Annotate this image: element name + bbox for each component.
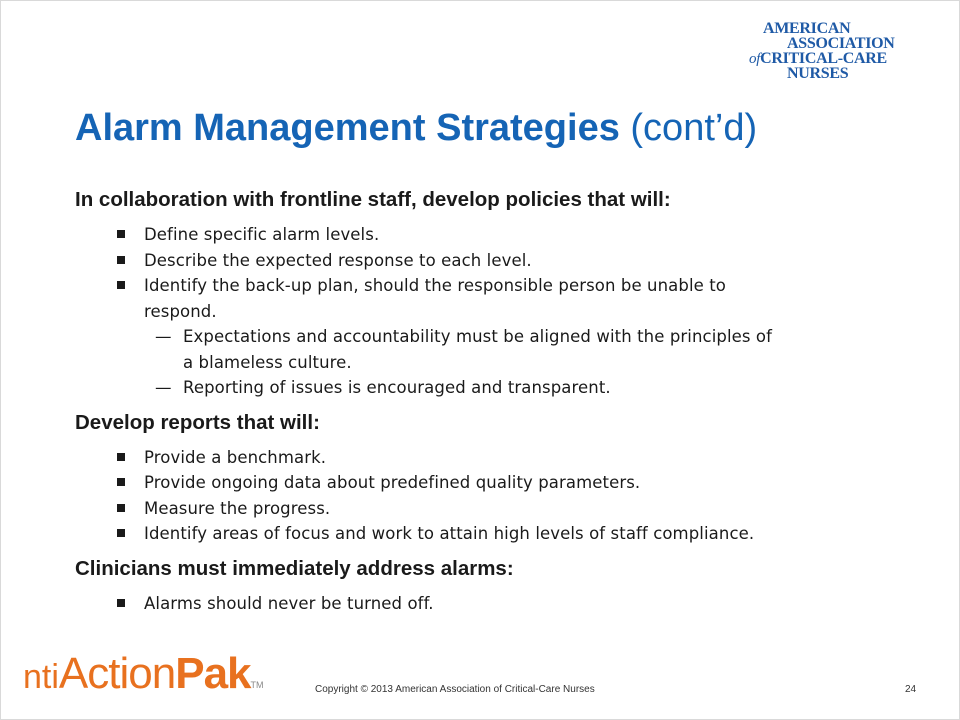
list-item: Define specific alarm levels. [75,222,875,248]
logo-critical-care: CRITICAL-CARE [760,50,887,67]
list-item: Describe the expected response to each level. [75,248,875,274]
brand-nti: nti [23,658,59,696]
square-bullet-icon [117,281,125,289]
square-bullet-icon [117,504,125,512]
title-main: Alarm Management Strategies [75,107,620,149]
list-item: Alarms should never be turned off. [75,591,875,617]
list-item: Identify the back-up plan, should the responsible person be unable to respond. — Expectations and accountability must be aligned with the principles of a blameless culture. — Reporting of issues is encouraged and transparent. [75,273,875,401]
brand-pak: Pak [175,649,251,698]
clinicians-list [75,591,875,617]
title-suffix: (cont’d) [630,107,758,149]
policies-sublist [75,324,875,401]
logo-line-1: AMERICAN [763,20,851,37]
list-item: Measure the progress. [75,496,875,522]
logo-line-2: ASSOCIATION [787,35,895,52]
sub-list-item: — Reporting of issues is encouraged and transparent. [75,375,875,401]
logo-line-4: NURSES [787,65,849,82]
reports-list [75,445,875,547]
section-heading-policies: In collaboration with frontline staff, develop policies that will: [75,188,671,211]
square-bullet-icon [117,529,125,537]
square-bullet-icon [117,453,125,461]
slide-body [75,184,875,622]
aacn-logo [745,21,935,91]
brand-tm: TM [250,680,264,690]
section-heading-clinicians: Clinicians must immediately address alarms: [75,556,514,580]
page-number: 24 [905,684,917,695]
slide-title [75,107,757,150]
square-bullet-icon [117,478,125,486]
section-heading-reports: Develop reports that will: [75,410,320,434]
list-item: Provide ongoing data about predefined quality parameters. [75,470,875,496]
list-item: Provide a benchmark. [75,445,875,471]
square-bullet-icon [117,230,125,238]
sub-list-item: — Expectations and accountability must be aligned with the principles of a blameless culture. [75,324,875,375]
brand-action: Action [58,649,176,698]
dash-bullet-icon: — [155,327,172,346]
dash-bullet-icon: — [155,378,172,397]
logo-of: of [749,51,761,67]
list-item: Identify areas of focus and work to attain high levels of staff compliance. [75,521,875,547]
copyright-notice: Copyright © 2013 American Association of Critical-Care Nurses [315,684,595,695]
policies-list [75,222,875,401]
square-bullet-icon [117,256,125,264]
nti-actionpak-logo [23,649,293,709]
square-bullet-icon [117,599,125,607]
